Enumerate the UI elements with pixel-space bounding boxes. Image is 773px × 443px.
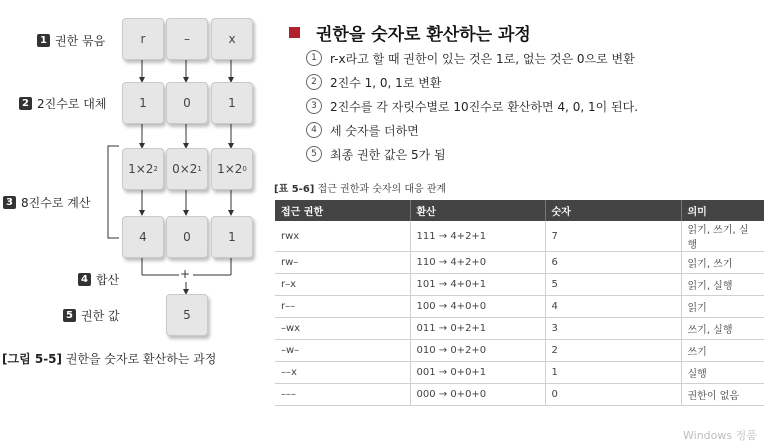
step-number-badge: 2 <box>19 97 32 110</box>
table-cell: 2 <box>545 340 681 362</box>
table-cell: 111 → 4+2+1 <box>410 221 545 252</box>
list-item-text: 세 숫자를 더하면 <box>330 123 419 138</box>
step-text: 합산 <box>96 273 120 287</box>
figure-caption-label: [그림 5-5] <box>2 352 63 366</box>
octal-calc-box-2 <box>166 148 208 190</box>
circled-number-icon: 5 <box>306 146 322 162</box>
table-cell: 7 <box>545 221 681 252</box>
calc-exponent: 2 <box>153 165 158 173</box>
step-2-label <box>19 95 106 112</box>
list-item-text: 최종 권한 값은 5가 됨 <box>330 147 446 162</box>
table-cell: 0 <box>545 384 681 406</box>
table-row <box>275 318 764 340</box>
table-caption-text: 접근 권한과 숫자의 대응 관계 <box>314 184 447 195</box>
table-row <box>275 296 764 318</box>
decimal-box-3: 1 <box>211 216 253 258</box>
circled-number-icon: 3 <box>306 98 322 114</box>
step-1-label <box>37 32 105 49</box>
step-number-badge: 5 <box>63 309 76 322</box>
column-header: 의미 <box>681 200 764 221</box>
table-cell: 6 <box>545 252 681 274</box>
octal-calc-box-3 <box>211 148 253 190</box>
calc-exponent: 1 <box>197 165 202 173</box>
table-cell: rw– <box>275 252 410 274</box>
table-cell: 실행 <box>681 362 764 384</box>
perm-box-dash: – <box>166 18 208 60</box>
table-cell: 000 → 0+0+0 <box>410 384 545 406</box>
table-cell: 110 → 4+2+0 <box>410 252 545 274</box>
decimal-box-2: 0 <box>166 216 208 258</box>
decimal-box-1: 4 <box>122 216 164 258</box>
table-cell: 5 <box>545 274 681 296</box>
table-cell: ––x <box>275 362 410 384</box>
step-text: 2진수로 대체 <box>37 97 107 111</box>
list-item <box>306 94 638 118</box>
table-cell: 101 → 4+0+1 <box>410 274 545 296</box>
table-cell: 읽기, 쓰기 <box>681 252 764 274</box>
table-cell: r–x <box>275 274 410 296</box>
calc-exponent: 0 <box>242 165 247 173</box>
list-item <box>306 46 638 70</box>
step-number-badge: 3 <box>3 196 16 209</box>
step-text: 권한 값 <box>81 309 120 323</box>
table-cell: 1 <box>545 362 681 384</box>
table-cell: rwx <box>275 221 410 252</box>
table-cell: 쓰기, 실행 <box>681 318 764 340</box>
table-row <box>275 274 764 296</box>
table-row <box>275 340 764 362</box>
column-header: 접근 권한 <box>275 200 410 221</box>
step-number-badge: 1 <box>37 34 50 47</box>
step-text: 8진수로 계산 <box>21 196 91 210</box>
table-cell: 010 → 0+2+0 <box>410 340 545 362</box>
permission-table <box>275 200 764 406</box>
binary-box-3: 1 <box>211 82 253 124</box>
table-row <box>275 362 764 384</box>
calc-base: 1×2 <box>128 162 154 176</box>
table-cell: 100 → 4+0+0 <box>410 296 545 318</box>
table-cell: 3 <box>545 318 681 340</box>
list-item <box>306 70 638 94</box>
step-4-label <box>78 271 119 288</box>
circled-number-icon: 2 <box>306 74 322 90</box>
table-cell: 쓰기 <box>681 340 764 362</box>
perm-box-x: x <box>211 18 253 60</box>
calc-base: 1×2 <box>217 162 243 176</box>
plus-sign: + <box>180 267 191 281</box>
table-caption <box>274 180 446 195</box>
table-row <box>275 221 764 252</box>
table-cell: 권한이 없음 <box>681 384 764 406</box>
perm-box-r: r <box>122 18 164 60</box>
list-item-text: 2진수를 각 자릿수별로 10진수로 환산하면 4, 0, 1이 된다. <box>330 99 639 114</box>
steps-list <box>306 46 638 166</box>
section-title <box>289 20 531 45</box>
list-item <box>306 118 638 142</box>
table-cell: 011 → 0+2+1 <box>410 318 545 340</box>
step-3-label <box>3 194 90 211</box>
binary-box-2: 0 <box>166 82 208 124</box>
result-box: 5 <box>166 294 208 336</box>
figure-caption <box>2 350 216 367</box>
list-item-text: r-x라고 할 때 권한이 있는 것은 1로, 없는 것은 0으로 변환 <box>330 51 635 66</box>
circled-number-icon: 4 <box>306 122 322 138</box>
circled-number-icon: 1 <box>306 50 322 66</box>
table-cell: –w– <box>275 340 410 362</box>
table-cell: –wx <box>275 318 410 340</box>
table-cell: 읽기, 쓰기, 실행 <box>681 221 764 252</box>
octal-calc-box-1 <box>122 148 164 190</box>
step-text: 권한 묶음 <box>55 34 106 48</box>
square-bullet-icon <box>289 27 300 38</box>
figure-caption-text: 권한을 숫자로 환산하는 과정 <box>62 352 217 366</box>
table-cell: 읽기, 실행 <box>681 274 764 296</box>
list-item <box>306 142 638 166</box>
table-cell: r–– <box>275 296 410 318</box>
column-header: 숫자 <box>545 200 681 221</box>
table-row <box>275 384 764 406</box>
table-caption-label: [표 5-6] <box>274 184 315 195</box>
step-number-badge: 4 <box>78 273 91 286</box>
list-item-text: 2진수 1, 0, 1로 변환 <box>330 75 442 90</box>
table-row <box>275 252 764 274</box>
table-cell: 읽기 <box>681 296 764 318</box>
step-5-label <box>63 307 120 324</box>
table-cell: ––– <box>275 384 410 406</box>
binary-box-1: 1 <box>122 82 164 124</box>
calc-base: 0×2 <box>172 162 198 176</box>
table-cell: 001 → 0+0+1 <box>410 362 545 384</box>
table-cell: 4 <box>545 296 681 318</box>
section-title-text: 권한을 숫자로 환산하는 과정 <box>316 25 531 45</box>
column-header: 환산 <box>410 200 545 221</box>
windows-activation-watermark: Windows 정품 <box>683 429 757 442</box>
table-header-row <box>275 200 764 221</box>
